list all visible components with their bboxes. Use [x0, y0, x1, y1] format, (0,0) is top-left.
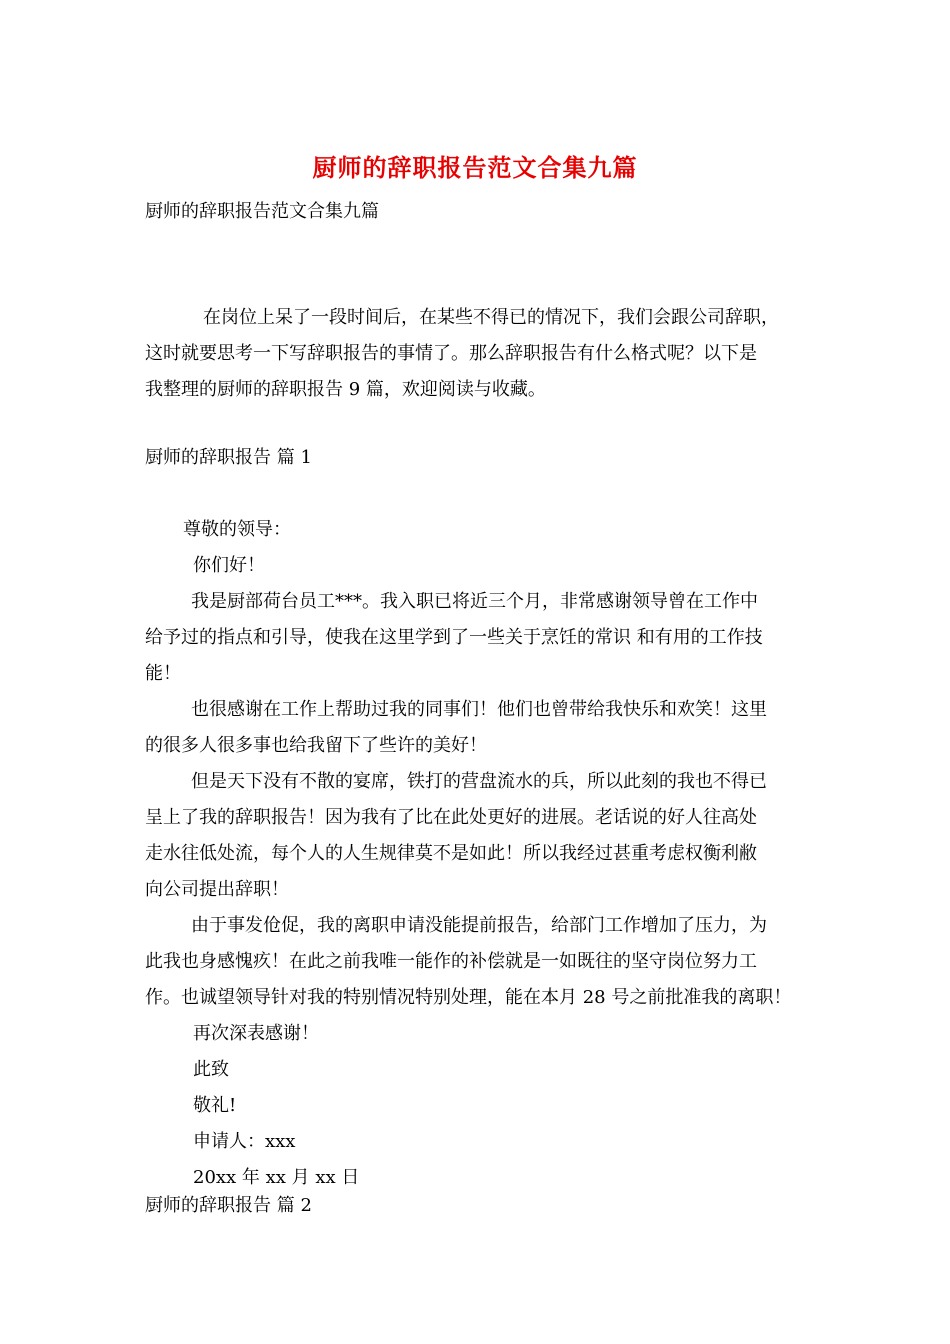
letter-paragraph-1 — [145, 584, 817, 692]
thanks-line: 再次深表感谢！ — [193, 1023, 319, 1044]
intro-line: 我整理的厨师的辞职报告 9 篇，欢迎阅读与收藏。 — [145, 379, 546, 400]
section-heading-1: 厨师的辞职报告 篇 1 — [145, 447, 312, 468]
letter-paragraph-3 — [145, 764, 817, 908]
greeting: 你们好！ — [193, 555, 265, 576]
resignation-letter-1 — [145, 512, 817, 1196]
paragraph-line: 能！ — [145, 663, 181, 684]
salutation: 尊敬的领导： — [183, 519, 291, 540]
letter-paragraph-2 — [145, 692, 817, 764]
document-title: 厨师的辞职报告范文合集九篇 — [312, 153, 638, 182]
paragraph-line: 由于事发伧促，我的离职申请没能提前报告，给部门工作增加了压力，为 — [191, 915, 767, 936]
paragraph-line: 此我也身感愧疚！在此之前我唯一能作的补偿就是一如既往的坚守岗位努力工 — [145, 951, 757, 972]
section-heading-2: 厨师的辞职报告 篇 2 — [145, 1195, 312, 1216]
closing-line: 此致 — [193, 1059, 229, 1080]
letter-paragraph-4 — [145, 908, 817, 1016]
closing-line: 敬礼! — [193, 1095, 237, 1116]
paragraph-line: 但是天下没有不散的宴席，铁打的营盘流水的兵，所以此刻的我也不得已 — [191, 771, 767, 792]
paragraph-line: 给予过的指点和引导，使我在这里学到了一些关于烹饪的常识 和有用的工作技 — [145, 627, 763, 648]
paragraph-line: 我是厨部荷台员工***。我入职已将近三个月，非常感谢领导曾在工作中 — [191, 591, 758, 612]
paragraph-line: 走水往低处流，每个人的人生规律莫不是如此！所以我经过甚重考虑权衡利敝 — [145, 843, 757, 864]
paragraph-line: 的很多人很多事也给我留下了些许的美好！ — [145, 735, 487, 756]
intro-line: 这时就要思考一下写辞职报告的事情了。那么辞职报告有什么格式呢？以下是 — [145, 343, 757, 364]
date-line: 20xx 年 xx 月 xx 日 — [193, 1167, 360, 1188]
paragraph-line: 作。也诚望领导针对我的特别情况特别处理，能在本月 28 号之前批准我的离职！ — [145, 987, 792, 1008]
paragraph-line: 也很感谢在工作上帮助过我的同事们！他们也曾带给我快乐和欢笑！这里 — [191, 699, 767, 720]
intro-line: 在岗位上呆了一段时间后，在某些不得已的情况下，我们会跟公司辞职， — [203, 307, 779, 328]
document-subtitle: 厨师的辞职报告范文合集九篇 — [145, 201, 379, 222]
paragraph-line: 向公司提出辞职！ — [145, 879, 289, 900]
intro-paragraph — [145, 300, 815, 408]
paragraph-line: 呈上了我的辞职报告！因为我有了比在此处更好的进展。老话说的好人往高处 — [145, 807, 757, 828]
applicant-line: 申请人：xxx — [193, 1131, 296, 1152]
